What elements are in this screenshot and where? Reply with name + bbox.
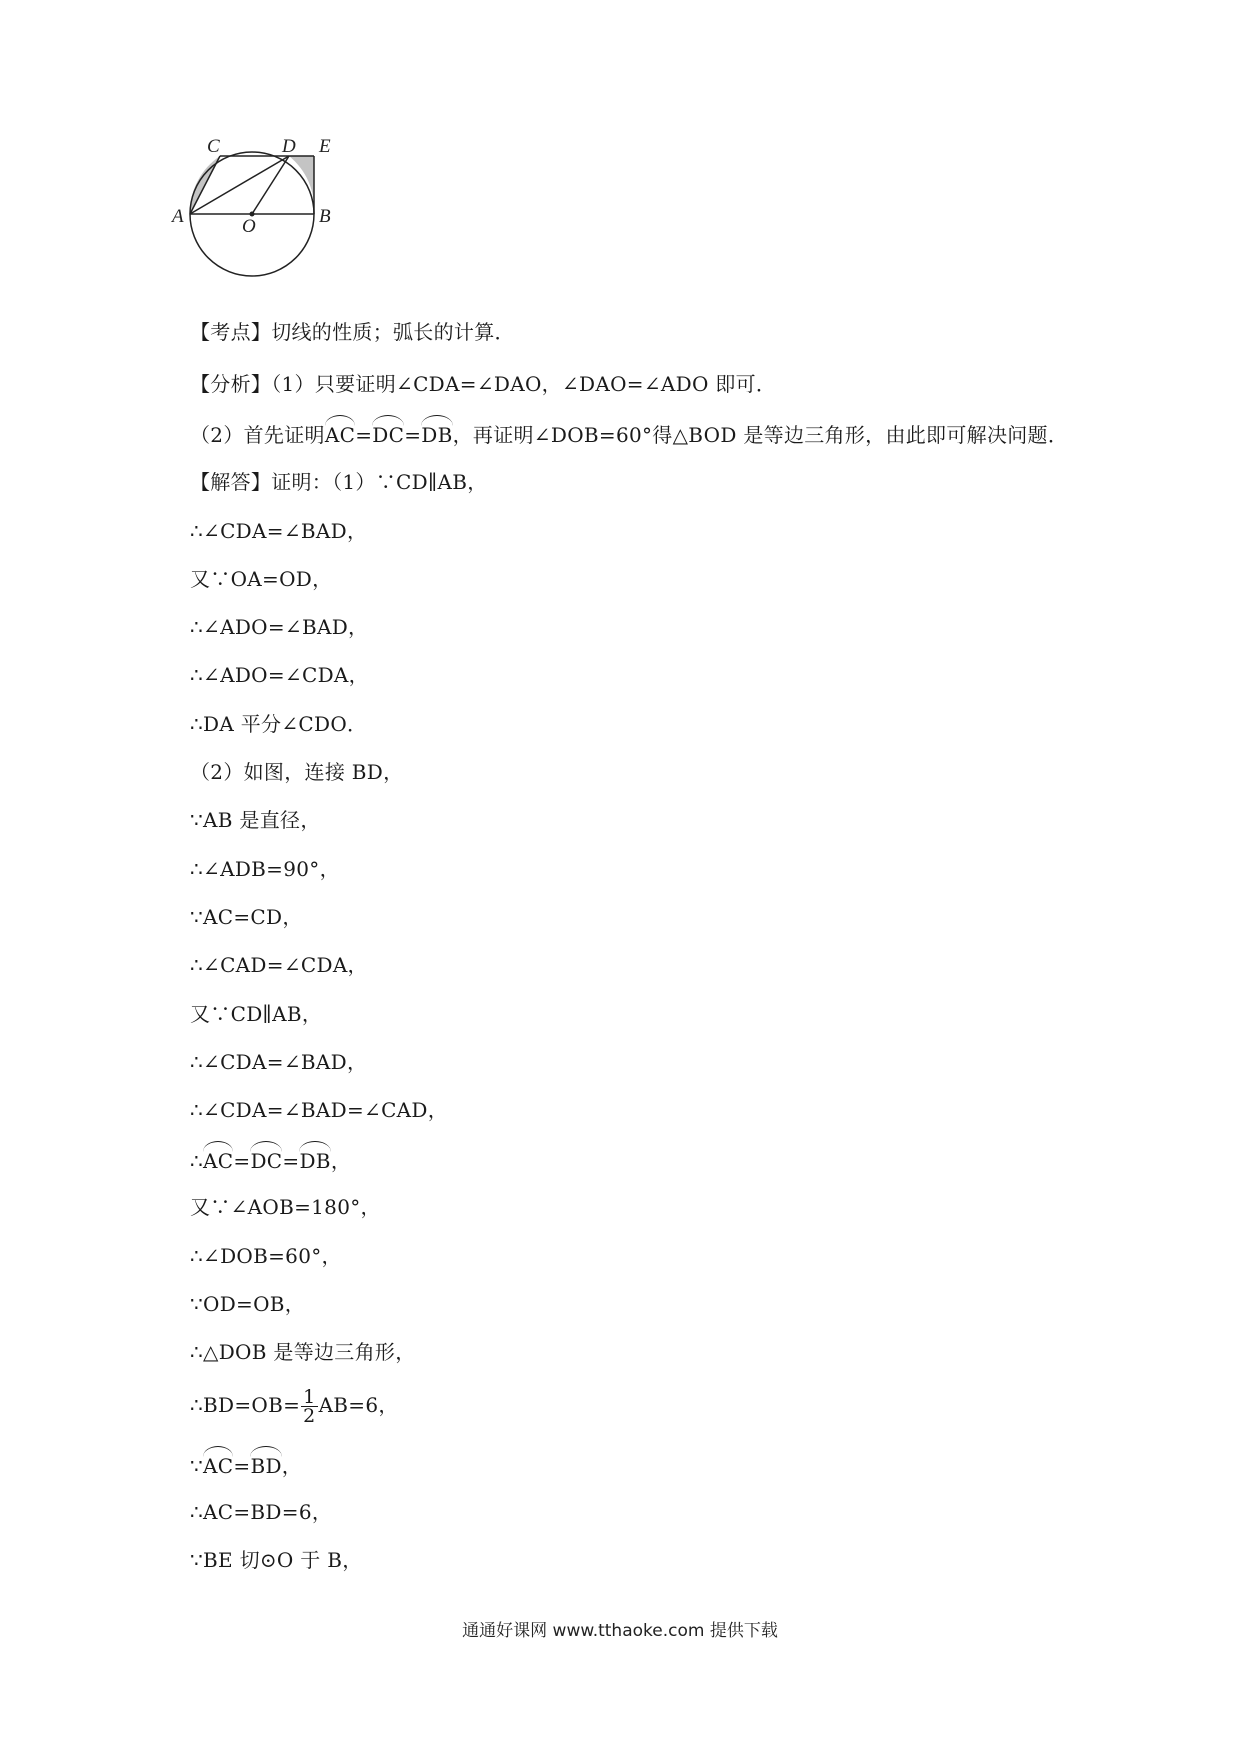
arc-db: DB	[299, 1145, 330, 1175]
proof-step-14	[190, 1145, 351, 1175]
arc-ac: AC	[325, 419, 355, 449]
label-b: B	[319, 206, 331, 227]
fenxi2-prefix: （2）首先证明	[190, 423, 325, 447]
jieda-line: 【解答】证明：（1）∵CD∥AB，	[190, 470, 488, 494]
proof-step-7: ∵AB 是直径，	[190, 808, 321, 832]
arc-dc: DC	[250, 1145, 282, 1175]
proof-step-2: 又∵OA=OD，	[190, 567, 333, 591]
proof-step-11: 又∵CD∥AB，	[190, 1002, 323, 1026]
fraction-one-half	[301, 1388, 317, 1425]
fenxi-line-1: 【分析】（1）只要证明∠CDA=∠DAO，∠DAO=∠ADO 即可．	[190, 372, 777, 396]
proof-step-3: ∴∠ADO=∠BAD，	[190, 615, 369, 639]
fenxi-line-2	[190, 419, 1068, 449]
step19-prefix: ∴BD=OB=	[190, 1393, 301, 1417]
fenxi2-suffix: ，再证明∠DOB=60°得△BOD 是等边三角形，由此即可解决问题．	[452, 423, 1069, 447]
comma: ，	[281, 1454, 303, 1478]
proof-step-18: ∴△DOB 是等边三角形，	[190, 1340, 416, 1364]
equals-sign: =	[355, 423, 373, 447]
proof-step-21: ∴AC=BD=6，	[190, 1500, 333, 1524]
comma: ，	[330, 1149, 352, 1173]
proof-step-6: （2）如图，连接 BD，	[190, 760, 404, 784]
equals-sign: =	[233, 1454, 251, 1478]
proof-step-4: ∴∠ADO=∠CDA，	[190, 663, 369, 687]
equals-sign: =	[404, 423, 422, 447]
therefore-symbol: ∴	[190, 1149, 204, 1173]
proof-step-17: ∵OD=OB，	[190, 1292, 306, 1316]
label-e: E	[319, 136, 331, 157]
radius-od	[252, 156, 289, 214]
arc-bd: BD	[250, 1450, 281, 1480]
proof-step-9: ∵AC=CD，	[190, 905, 303, 929]
kaodian-line: 【考点】切线的性质；弧长的计算．	[190, 320, 515, 344]
arc-ac: AC	[203, 1145, 233, 1175]
proof-step-15: 又∵∠AOB=180°，	[190, 1195, 381, 1219]
proof-step-16: ∴∠DOB=60°，	[190, 1244, 342, 1268]
label-o: O	[242, 216, 256, 237]
proof-step-10: ∴∠CAD=∠CDA，	[190, 953, 368, 977]
proof-step-22: ∵BE 切⊙O 于 B，	[190, 1548, 363, 1572]
arc-db: DB	[421, 419, 452, 449]
label-a: A	[172, 206, 184, 227]
proof-step-20	[190, 1450, 302, 1480]
equals-sign: =	[282, 1149, 300, 1173]
proof-step-5: ∴DA 平分∠CDO．	[190, 712, 368, 736]
shaded-region-dbe	[289, 156, 314, 214]
arc-ac: AC	[203, 1450, 233, 1480]
equals-sign: =	[233, 1149, 251, 1173]
proof-step-8: ∴∠ADB=90°，	[190, 857, 340, 881]
label-c: C	[207, 136, 220, 157]
proof-step-19	[190, 1388, 399, 1425]
fraction-denominator: 2	[303, 1405, 316, 1427]
circle-tangent-figure	[172, 136, 392, 310]
label-d: D	[282, 136, 296, 157]
arc-dc: DC	[372, 419, 404, 449]
proof-step-12: ∴∠CDA=∠BAD，	[190, 1050, 368, 1074]
fraction-numerator: 1	[303, 1386, 316, 1408]
step19-suffix: AB=6，	[318, 1393, 399, 1417]
page-footer: 通通好课网 www.tthaoke.com 提供下载	[462, 1621, 778, 1641]
because-symbol: ∵	[190, 1454, 204, 1478]
proof-step-1: ∴∠CDA=∠BAD，	[190, 519, 368, 543]
proof-step-13: ∴∠CDA=∠BAD=∠CAD，	[190, 1098, 449, 1122]
